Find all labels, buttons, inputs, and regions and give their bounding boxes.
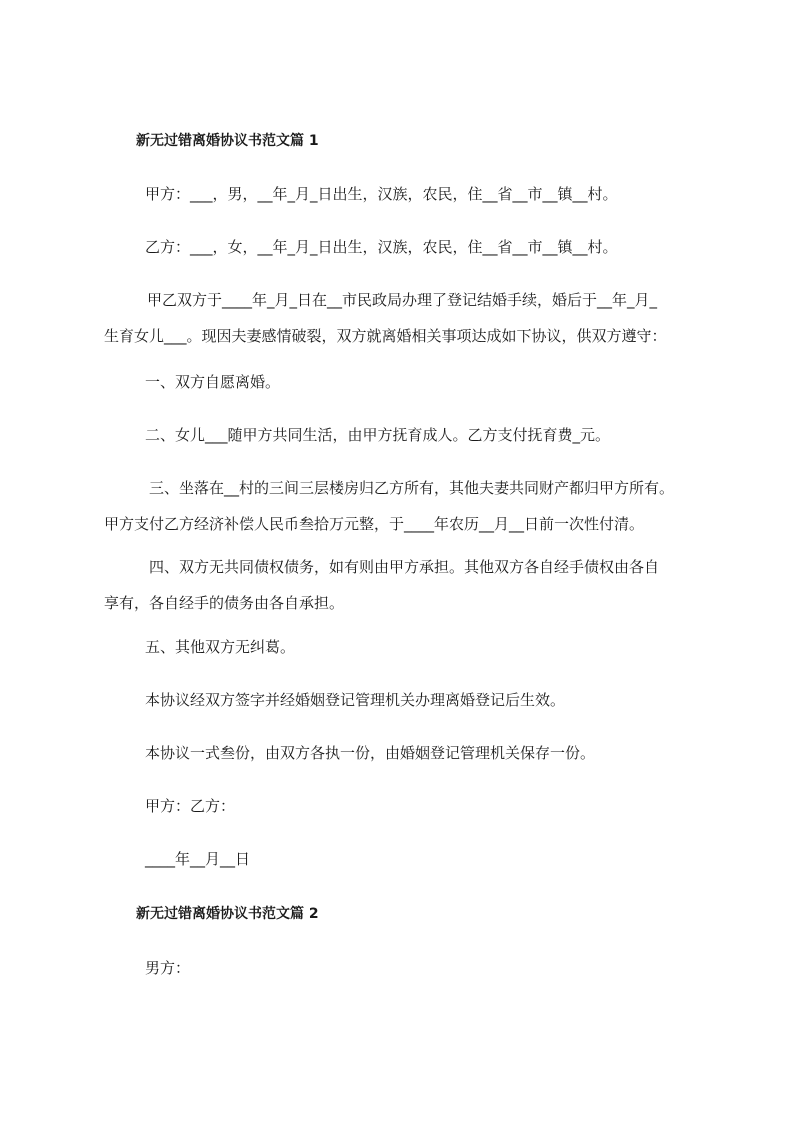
clause-4 bbox=[104, 557, 704, 613]
effect-note: 本协议经双方签字并经婚姻登记管理机关办理离婚登记后生效。 bbox=[145, 691, 566, 709]
section-heading-2: 新无过错离婚协议书范文篇 2 bbox=[136, 906, 319, 922]
section-heading-1: 新无过错离婚协议书范文篇 1 bbox=[136, 133, 319, 149]
clause-3 bbox=[104, 478, 704, 534]
intro-line-1: 甲乙双方于____年_月_日在__市民政局办理了登记结婚手续，婚后于__年_月_ bbox=[147, 291, 658, 309]
clause-3-line-2: 甲方支付乙方经济补偿人民币叁拾万元整，于____年农历__月__日前一次性付清。 bbox=[104, 515, 645, 533]
signature-line: 甲方：乙方： bbox=[145, 797, 236, 815]
clause-4-line-1: 四、双方无共同债权债务，如有则由甲方承担。其他双方各自经手债权由各自 bbox=[149, 558, 660, 576]
intro-line-2: 生育女儿___。现因夫妻感情破裂，双方就离婚相关事项达成如下协议，供双方遵守： bbox=[104, 327, 667, 345]
intro-paragraph bbox=[104, 290, 704, 346]
party-b-info: 乙方：___，女，__年_月_日出生，汉族，农民，住__省__市__镇__村。 bbox=[145, 238, 618, 256]
copies-note: 本协议一式叁份，由双方各执一份，由婚姻登记管理机关保存一份。 bbox=[145, 744, 596, 762]
clause-1: 一、双方自愿离婚。 bbox=[145, 373, 281, 391]
date-line: ____年__月__日 bbox=[145, 850, 251, 868]
clause-3-line-1: 三、坐落在__村的三间三层楼房归乙方所有，其他夫妻共同财产都归甲方所有。 bbox=[149, 479, 675, 497]
clause-2: 二、女儿___随甲方共同生活，由甲方抚育成人。乙方支付抚育费_元。 bbox=[145, 426, 611, 444]
clause-4-line-2: 享有，各自经手的债务由各自承担。 bbox=[104, 594, 345, 612]
male-party-line: 男方： bbox=[145, 959, 191, 977]
clause-5: 五、其他双方无纠葛。 bbox=[145, 638, 296, 656]
party-a-info: 甲方：___，男，__年_月_日出生，汉族，农民，住__省__市__镇__村。 bbox=[145, 185, 618, 203]
